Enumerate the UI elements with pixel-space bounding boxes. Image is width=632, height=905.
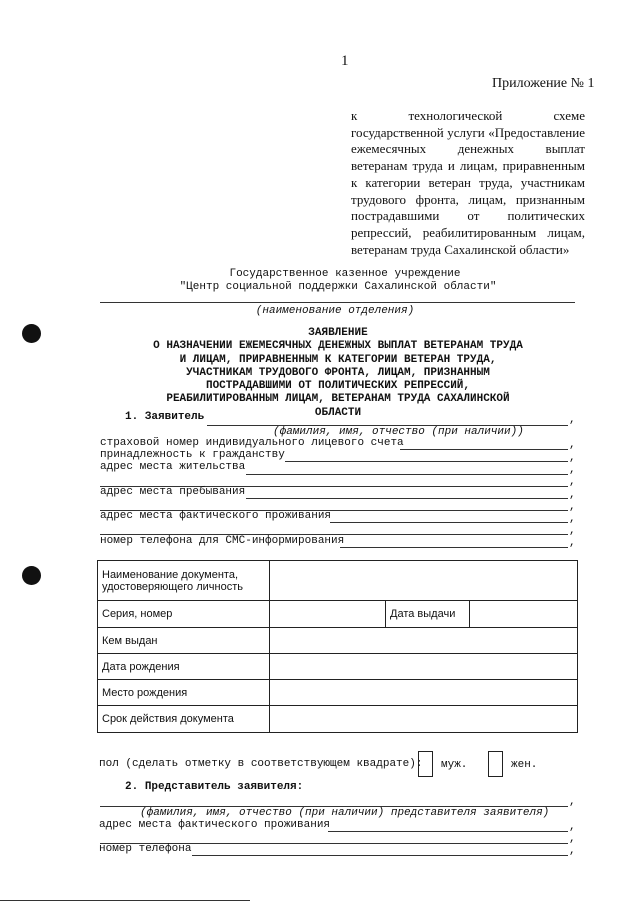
representative-heading bbox=[125, 781, 303, 793]
table-row bbox=[98, 561, 578, 601]
organization-line-1: Государственное казенное учреждение bbox=[229, 268, 461, 280]
page-number: 1 bbox=[341, 53, 349, 69]
comma: , bbox=[569, 439, 576, 451]
punch-hole-bottom bbox=[22, 566, 41, 585]
applicant-heading-text: Заявитель bbox=[144, 411, 205, 423]
application-title-word: ЗАЯВЛЕНИЕ bbox=[308, 327, 368, 339]
citizenship-line[interactable] bbox=[285, 461, 568, 462]
comma: , bbox=[569, 452, 576, 464]
comma: , bbox=[569, 513, 576, 525]
birth-place-label: Место рождения bbox=[98, 680, 270, 706]
issue-date-label: Дата выдачи bbox=[386, 601, 470, 628]
validity-value[interactable] bbox=[270, 706, 578, 733]
actual-address-label: адрес места фактического проживания bbox=[100, 510, 332, 522]
comma: , bbox=[569, 821, 576, 833]
representative-heading-text: Представитель заявителя: bbox=[144, 781, 304, 793]
table-row bbox=[98, 706, 578, 733]
comma: , bbox=[569, 537, 576, 549]
doc-name-value[interactable] bbox=[270, 561, 578, 601]
comma: , bbox=[569, 796, 576, 808]
scheme-reference: к технологической схеме государственной услуги «Предоставление ежемесячных денежных выплат ветеранам труда и лицам, приравненным к категории ветеран труда, участникам трудового фронта, лицам, признанным пострадавшими от политических репрессий, реабилитированным лицам, ветеранам труда Сахалинской области» bbox=[351, 108, 585, 257]
organization-line-2: "Центр социальной поддержки Сахалинской области" bbox=[179, 281, 497, 293]
series-value[interactable] bbox=[270, 601, 386, 628]
applicant-heading-number: 1. bbox=[125, 411, 139, 423]
branch-line bbox=[100, 302, 575, 303]
issued-by-value[interactable] bbox=[270, 628, 578, 654]
snils-line[interactable] bbox=[400, 449, 568, 450]
representative-address-label: адрес места фактического проживания bbox=[99, 819, 331, 831]
comma: , bbox=[569, 464, 576, 476]
table-row bbox=[98, 628, 578, 654]
representative-fio-caption: (фамилия, имя, отчество (при наличии) представителя заявителя) bbox=[140, 807, 550, 819]
identity-document-table bbox=[97, 560, 578, 733]
applicant-heading bbox=[125, 411, 204, 423]
female-checkbox[interactable] bbox=[488, 751, 503, 777]
comma: , bbox=[569, 476, 576, 488]
birth-place-value[interactable] bbox=[270, 680, 578, 706]
comma: , bbox=[569, 833, 576, 845]
birth-date-label: Дата рождения bbox=[98, 654, 270, 680]
table-row bbox=[98, 601, 578, 628]
punch-hole-top bbox=[22, 324, 41, 343]
issue-date-value[interactable] bbox=[470, 601, 578, 628]
birth-date-value[interactable] bbox=[270, 654, 578, 680]
comma: , bbox=[569, 489, 576, 501]
application-title bbox=[150, 327, 526, 420]
sms-phone-line[interactable] bbox=[340, 547, 568, 548]
snils-label: страховой номер индивидуального лицевого счета bbox=[100, 437, 404, 449]
residence-line[interactable] bbox=[246, 474, 568, 475]
series-label: Серия, номер bbox=[98, 601, 270, 628]
gender-label: пол (сделать отметку в соответствующем квадрате): bbox=[99, 758, 423, 770]
citizenship-label: принадлежность к гражданству bbox=[100, 449, 285, 461]
table-row bbox=[98, 680, 578, 706]
branch-caption: (наименование отделения) bbox=[255, 305, 415, 317]
stay-label: адрес места пребывания bbox=[100, 486, 246, 498]
application-subtitle: О НАЗНАЧЕНИИ ЕЖЕМЕСЯЧНЫХ ДЕНЕЖНЫХ ВЫПЛАТ ВЕТЕРАНАМ ТРУДА И ЛИЦАМ, ПРИРАВНЕННЫМ К КАТЕГОРИИ ВЕТЕРАН ТРУДА, УЧАСТНИКАМ ТРУДОВОГО ФРОНТА, ЛИЦАМ, ПРИЗНАННЫМ ПОСТРАДАВШИМИ ОТ ПОЛИТИЧЕСКИХ РЕПРЕССИЙ, РЕАБИЛИТИРОВАННЫМ ЛИЦАМ, ВЕТЕРАНАМ ТРУДА САХАЛИНСКОЙ ОБЛАСТИ bbox=[153, 340, 523, 419]
doc-name-label: Наименование документа, удостоверяющего личность bbox=[98, 561, 270, 601]
comma: , bbox=[569, 845, 576, 857]
actual-address-line[interactable] bbox=[330, 522, 568, 523]
validity-label: Срок действия документа bbox=[98, 706, 270, 733]
table-row bbox=[98, 654, 578, 680]
footer-rule bbox=[0, 900, 250, 901]
comma: , bbox=[569, 501, 576, 513]
comma: , bbox=[569, 414, 576, 426]
issued-by-label: Кем выдан bbox=[98, 628, 270, 654]
representative-heading-number: 2. bbox=[125, 781, 139, 793]
male-label: муж. bbox=[441, 759, 468, 771]
representative-phone-line[interactable] bbox=[192, 855, 568, 856]
sms-phone-label: номер телефона для СМС-информирования bbox=[100, 535, 345, 547]
representative-phone-label: номер телефона bbox=[99, 843, 192, 855]
stay-line[interactable] bbox=[246, 498, 568, 499]
representative-address-line[interactable] bbox=[328, 831, 568, 832]
applicant-fio-caption: (фамилия, имя, отчество (при наличии)) bbox=[273, 426, 524, 438]
comma: , bbox=[569, 525, 576, 537]
annex-title: Приложение № 1 bbox=[492, 76, 595, 91]
male-checkbox[interactable] bbox=[418, 751, 433, 777]
residence-label: адрес места жительства bbox=[100, 461, 246, 473]
female-label: жен. bbox=[511, 759, 538, 771]
